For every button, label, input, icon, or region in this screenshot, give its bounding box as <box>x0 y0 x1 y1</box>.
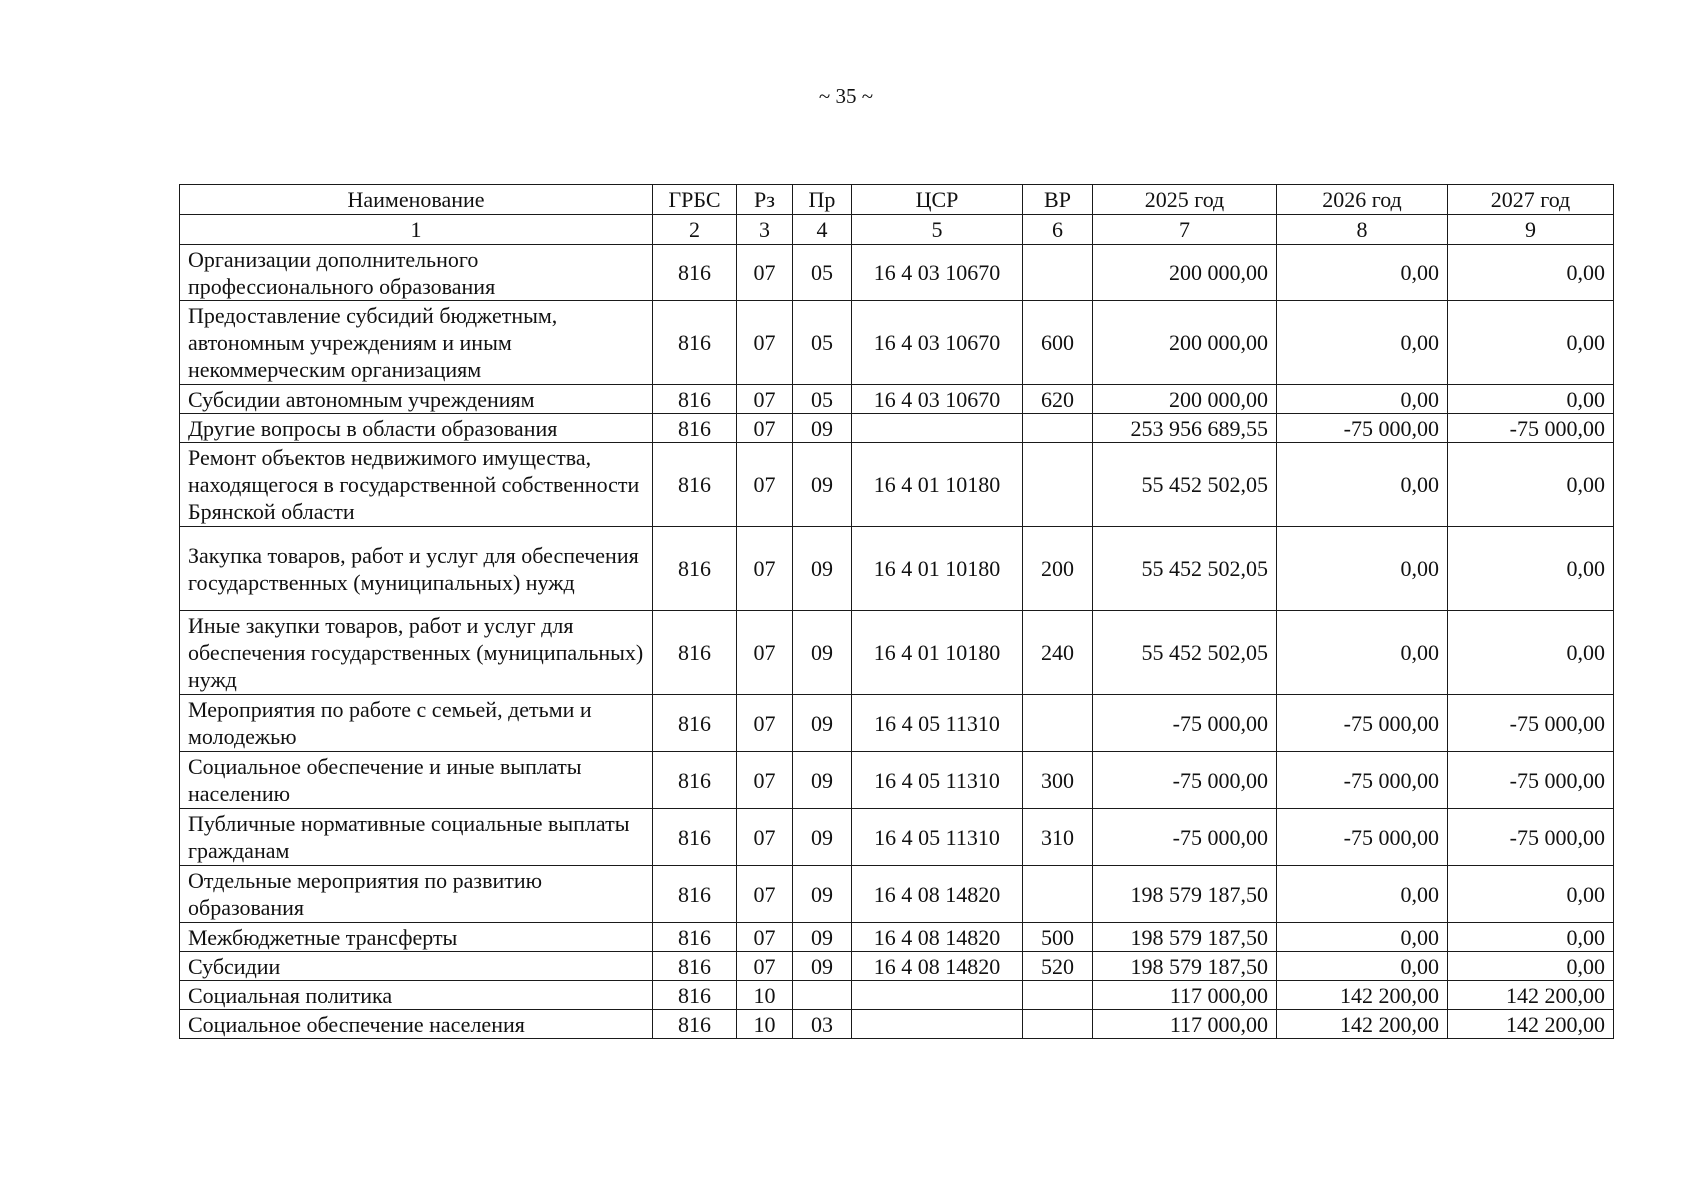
row-2026: 0,00 <box>1277 443 1448 527</box>
row-2026: 142 200,00 <box>1277 1010 1448 1039</box>
row-rz: 10 <box>737 981 793 1010</box>
row-name: Предоставление субсидий бюджетным, автономным учреждениям и иным некоммерческим организациям <box>180 301 653 385</box>
row-2027: -75 000,00 <box>1448 414 1614 443</box>
row-rz: 07 <box>737 752 793 809</box>
row-2025: 117 000,00 <box>1093 981 1277 1010</box>
header-name: Наименование <box>180 185 653 215</box>
row-name: Ремонт объектов недвижимого имущества, находящегося в государственной собственности Брянской области <box>180 443 653 527</box>
row-vr <box>1023 695 1093 752</box>
row-csr <box>852 1010 1023 1039</box>
header-csr: ЦСР <box>852 185 1023 215</box>
row-rz: 07 <box>737 443 793 527</box>
header-vr: ВР <box>1023 185 1093 215</box>
column-number: 3 <box>737 215 793 245</box>
row-2025: -75 000,00 <box>1093 695 1277 752</box>
header-2025: 2025 год <box>1093 185 1277 215</box>
row-name: Социальное обеспечение населения <box>180 1010 653 1039</box>
row-2025: 253 956 689,55 <box>1093 414 1277 443</box>
row-2027: 0,00 <box>1448 443 1614 527</box>
row-vr: 200 <box>1023 527 1093 611</box>
header-pr: Пр <box>793 185 852 215</box>
row-pr: 09 <box>793 923 852 952</box>
row-name: Публичные нормативные социальные выплаты гражданам <box>180 809 653 866</box>
row-2027: 0,00 <box>1448 923 1614 952</box>
row-2027: -75 000,00 <box>1448 752 1614 809</box>
row-2026: -75 000,00 <box>1277 752 1448 809</box>
table-row <box>180 414 1614 443</box>
row-vr <box>1023 443 1093 527</box>
row-rz: 07 <box>737 923 793 952</box>
row-name: Межбюджетные трансферты <box>180 923 653 952</box>
row-grbs: 816 <box>653 695 737 752</box>
row-grbs: 816 <box>653 443 737 527</box>
row-name: Отдельные мероприятия по развитию образования <box>180 866 653 923</box>
row-name: Закупка товаров, работ и услуг для обеспечения государственных (муниципальных) нужд <box>180 527 653 611</box>
row-pr: 09 <box>793 443 852 527</box>
row-2026: -75 000,00 <box>1277 414 1448 443</box>
row-rz: 07 <box>737 385 793 414</box>
row-pr <box>793 981 852 1010</box>
row-2027: 0,00 <box>1448 611 1614 695</box>
row-name: Мероприятия по работе с семьей, детьми и молодежью <box>180 695 653 752</box>
row-pr: 05 <box>793 385 852 414</box>
row-2026: -75 000,00 <box>1277 695 1448 752</box>
row-vr: 620 <box>1023 385 1093 414</box>
table-row <box>180 752 1614 809</box>
row-2026: 0,00 <box>1277 952 1448 981</box>
row-name: Субсидии автономным учреждениям <box>180 385 653 414</box>
row-name: Социальное обеспечение и иные выплаты населению <box>180 752 653 809</box>
row-pr: 09 <box>793 695 852 752</box>
row-csr: 16 4 01 10180 <box>852 443 1023 527</box>
row-pr: 09 <box>793 611 852 695</box>
row-pr: 09 <box>793 414 852 443</box>
row-rz: 07 <box>737 611 793 695</box>
table-row <box>180 611 1614 695</box>
row-2025: -75 000,00 <box>1093 809 1277 866</box>
row-pr: 09 <box>793 527 852 611</box>
table-row <box>180 866 1614 923</box>
row-csr: 16 4 05 11310 <box>852 752 1023 809</box>
row-2025: 55 452 502,05 <box>1093 611 1277 695</box>
row-rz: 07 <box>737 301 793 385</box>
row-vr: 240 <box>1023 611 1093 695</box>
row-2025: 198 579 187,50 <box>1093 923 1277 952</box>
row-pr: 09 <box>793 752 852 809</box>
row-2027: 0,00 <box>1448 527 1614 611</box>
row-rz: 07 <box>737 527 793 611</box>
table-row <box>180 695 1614 752</box>
row-vr <box>1023 981 1093 1010</box>
row-grbs: 816 <box>653 923 737 952</box>
row-2025: 200 000,00 <box>1093 301 1277 385</box>
column-number: 4 <box>793 215 852 245</box>
row-csr: 16 4 01 10180 <box>852 527 1023 611</box>
row-2025: 198 579 187,50 <box>1093 866 1277 923</box>
row-grbs: 816 <box>653 301 737 385</box>
header-2026: 2026 год <box>1277 185 1448 215</box>
row-grbs: 816 <box>653 752 737 809</box>
column-number: 2 <box>653 215 737 245</box>
row-grbs: 816 <box>653 866 737 923</box>
row-pr: 09 <box>793 952 852 981</box>
row-rz: 07 <box>737 866 793 923</box>
row-csr: 16 4 03 10670 <box>852 385 1023 414</box>
row-2025: 198 579 187,50 <box>1093 952 1277 981</box>
row-csr: 16 4 05 11310 <box>852 809 1023 866</box>
row-vr: 500 <box>1023 923 1093 952</box>
row-vr: 600 <box>1023 301 1093 385</box>
row-2026: 0,00 <box>1277 866 1448 923</box>
row-2026: -75 000,00 <box>1277 809 1448 866</box>
row-name: Другие вопросы в области образования <box>180 414 653 443</box>
row-rz: 07 <box>737 245 793 301</box>
row-2027: 142 200,00 <box>1448 1010 1614 1039</box>
row-csr: 16 4 08 14820 <box>852 952 1023 981</box>
row-name: Субсидии <box>180 952 653 981</box>
row-2026: 142 200,00 <box>1277 981 1448 1010</box>
row-2027: 0,00 <box>1448 301 1614 385</box>
column-number: 1 <box>180 215 653 245</box>
table-row <box>180 981 1614 1010</box>
row-2027: 142 200,00 <box>1448 981 1614 1010</box>
row-2025: 55 452 502,05 <box>1093 443 1277 527</box>
row-2025: 117 000,00 <box>1093 1010 1277 1039</box>
row-vr <box>1023 866 1093 923</box>
budget-table <box>179 184 1614 1039</box>
row-csr: 16 4 03 10670 <box>852 301 1023 385</box>
row-name: Иные закупки товаров, работ и услуг для обеспечения государственных (муниципальных) нужд <box>180 611 653 695</box>
row-grbs: 816 <box>653 414 737 443</box>
table-row <box>180 245 1614 301</box>
row-grbs: 816 <box>653 385 737 414</box>
row-grbs: 816 <box>653 245 737 301</box>
row-grbs: 816 <box>653 1010 737 1039</box>
row-name: Социальная политика <box>180 981 653 1010</box>
header-2027: 2027 год <box>1448 185 1614 215</box>
row-2025: 200 000,00 <box>1093 245 1277 301</box>
row-2027: 0,00 <box>1448 385 1614 414</box>
row-vr <box>1023 414 1093 443</box>
column-number: 5 <box>852 215 1023 245</box>
table-row <box>180 1010 1614 1039</box>
row-csr: 16 4 03 10670 <box>852 245 1023 301</box>
row-csr: 16 4 08 14820 <box>852 866 1023 923</box>
row-grbs: 816 <box>653 952 737 981</box>
row-2027: -75 000,00 <box>1448 695 1614 752</box>
table-row <box>180 527 1614 611</box>
column-number: 9 <box>1448 215 1614 245</box>
row-vr <box>1023 1010 1093 1039</box>
row-pr: 05 <box>793 245 852 301</box>
row-rz: 07 <box>737 809 793 866</box>
row-vr: 300 <box>1023 752 1093 809</box>
row-pr: 09 <box>793 866 852 923</box>
row-2026: 0,00 <box>1277 527 1448 611</box>
row-2027: 0,00 <box>1448 866 1614 923</box>
table-row <box>180 385 1614 414</box>
table-row <box>180 809 1614 866</box>
row-vr: 520 <box>1023 952 1093 981</box>
row-pr: 09 <box>793 809 852 866</box>
row-2027: -75 000,00 <box>1448 809 1614 866</box>
page-number: ~ 35 ~ <box>818 84 874 108</box>
row-csr: 16 4 01 10180 <box>852 611 1023 695</box>
table-row <box>180 952 1614 981</box>
row-grbs: 816 <box>653 809 737 866</box>
row-2025: 200 000,00 <box>1093 385 1277 414</box>
row-grbs: 816 <box>653 527 737 611</box>
row-2026: 0,00 <box>1277 245 1448 301</box>
row-rz: 07 <box>737 695 793 752</box>
row-vr <box>1023 245 1093 301</box>
column-number: 8 <box>1277 215 1448 245</box>
row-rz: 07 <box>737 414 793 443</box>
row-grbs: 816 <box>653 981 737 1010</box>
row-2027: 0,00 <box>1448 952 1614 981</box>
column-number: 7 <box>1093 215 1277 245</box>
row-2026: 0,00 <box>1277 611 1448 695</box>
row-name: Организации дополнительного профессионального образования <box>180 245 653 301</box>
row-grbs: 816 <box>653 611 737 695</box>
column-number: 6 <box>1023 215 1093 245</box>
row-2025: 55 452 502,05 <box>1093 527 1277 611</box>
header-rz: Рз <box>737 185 793 215</box>
table-row <box>180 443 1614 527</box>
row-csr <box>852 414 1023 443</box>
row-2026: 0,00 <box>1277 385 1448 414</box>
table-row <box>180 301 1614 385</box>
row-csr: 16 4 08 14820 <box>852 923 1023 952</box>
row-2026: 0,00 <box>1277 923 1448 952</box>
row-rz: 07 <box>737 952 793 981</box>
table-header-row <box>180 185 1614 215</box>
header-grbs: ГРБС <box>653 185 737 215</box>
row-pr: 03 <box>793 1010 852 1039</box>
row-2025: -75 000,00 <box>1093 752 1277 809</box>
row-csr: 16 4 05 11310 <box>852 695 1023 752</box>
row-vr: 310 <box>1023 809 1093 866</box>
column-number-row <box>180 215 1614 245</box>
row-pr: 05 <box>793 301 852 385</box>
table-row <box>180 923 1614 952</box>
row-2027: 0,00 <box>1448 245 1614 301</box>
row-rz: 10 <box>737 1010 793 1039</box>
row-csr <box>852 981 1023 1010</box>
row-2026: 0,00 <box>1277 301 1448 385</box>
